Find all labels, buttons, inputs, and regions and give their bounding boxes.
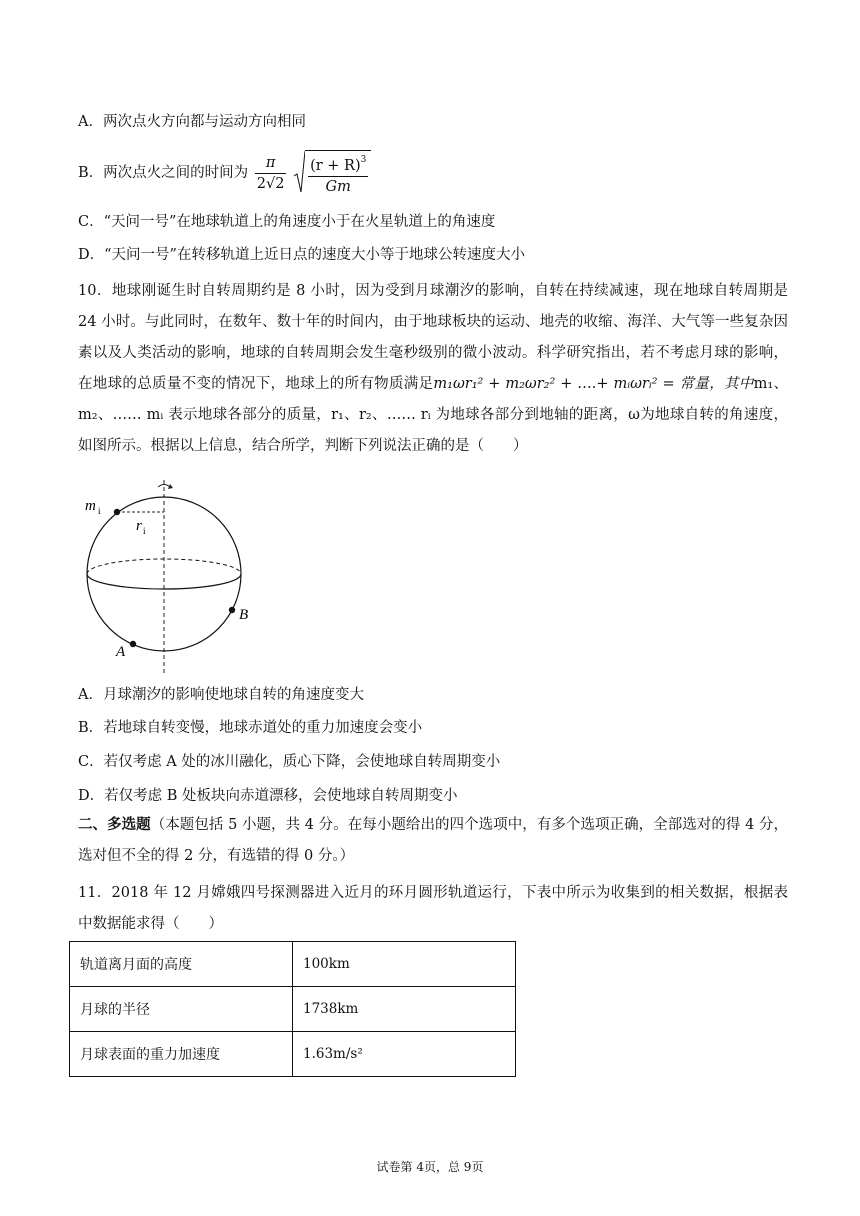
- q11-stem: 11．2018 年 12 月嫦娥四号探测器进入近月的环月圆形轨道运行，下表中所示为收集到的相关数据，根据表中数据能求得（ ）: [78, 885, 788, 932]
- point-a: [130, 641, 136, 647]
- q10-option-a: A．月球潮汐的影响使地球自转的角速度变大: [78, 687, 364, 703]
- q11-data-table: [69, 941, 516, 1077]
- table-cell-key: 轨道离月面的高度: [70, 942, 293, 987]
- label-r: r: [136, 518, 142, 534]
- table-cell-value: 1.63m/s²: [293, 1032, 516, 1077]
- q10-stem-part2: m₁、m₂、…… mᵢ 表示地球各部分的质量，r₁、r₂、…… rᵢ 为地球各部分到地轴的距离，ω为地球自转的角速度，如图所示。根据以上信息，结合所学，判断下列说法正确的是（ ）: [78, 376, 788, 454]
- point-b: [229, 607, 235, 613]
- q9-option-d: D．“天问一号”在转移轨道上近日点的速度大小等于地球公转速度大小: [78, 247, 525, 263]
- table-row: [70, 987, 516, 1032]
- q10-option-d: D．若仅考虑 B 处板块向赤道漂移，会使地球自转周期变小: [78, 788, 458, 804]
- fraction-numerator: π: [255, 153, 287, 174]
- q9-option-a: A．两次点火方向都与运动方向相同: [78, 114, 306, 130]
- q10-stem: [78, 276, 788, 462]
- table-row: [70, 942, 516, 987]
- label-a: A: [116, 644, 126, 660]
- earth-diagram: [72, 478, 272, 678]
- fraction-denominator: 2√2: [256, 175, 285, 192]
- page-footer: 试卷第 4页，总 9页: [376, 1160, 484, 1174]
- q9-option-c: C．“天问一号”在地球轨道上的角速度小于在火星轨道上的角速度: [78, 214, 496, 230]
- label-r-sub: i: [143, 526, 146, 536]
- sqrt-numerator: (r + R): [310, 157, 361, 174]
- table-cell-value: 1738km: [293, 987, 516, 1032]
- section-2-title: 二、多选题: [78, 816, 151, 833]
- rotation-arrow-icon: [158, 485, 170, 488]
- section-2-description: （本题包括 5 小题，共 4 分。在每小题给出的四个选项中，有多个选项正确，全部选对的得 4 分，选对但不全的得 2 分，有选错的得 0 分。）: [78, 817, 789, 864]
- point-mi: [114, 509, 120, 515]
- sqrt-denominator: Gm: [325, 178, 351, 195]
- q9-option-b-fraction: [255, 153, 287, 194]
- q9-option-b: [78, 148, 371, 198]
- radical-sign-icon: [293, 150, 305, 194]
- q10-formula: m₁ωr₁² + m₂ωr₂² + ….+ mᵢωrᵢ² = 常量，其中: [433, 376, 754, 392]
- table-cell-value: 100km: [293, 942, 516, 987]
- q10-stem-part1: 10．地球刚诞生时自转周期约是 8 小时，因为受到月球潮汐的影响，自转在持续减速，现在地球自转周期是 24 小时。与此同时，在数年、数十年的时间内，由于地球板块的运动、地壳的收缩、海洋、大气等一些复杂因素以及人类活动的影响，地球的自转周期会发生毫秒级别的微小波动。科学研究指出，若不考虑月球的影响，在地球的总质量不变的情况下，地球上的所有物质满足: [78, 283, 788, 392]
- table-cell-key: 月球的半径: [70, 987, 293, 1032]
- q10-option-c: C．若仅考虑 A 处的冰川融化，质心下降，会使地球自转周期变小: [78, 754, 501, 770]
- q9-option-b-prefix: B．两次点火之间的时间为: [78, 165, 249, 181]
- section-2-header: [78, 809, 788, 872]
- label-m-sub: i: [98, 506, 101, 516]
- sqrt-expression: [293, 150, 371, 196]
- table-row: [70, 1032, 516, 1077]
- sqrt-numerator-exponent: 3: [360, 155, 367, 166]
- label-m: m: [85, 498, 96, 514]
- table-cell-key: 月球表面的重力加速度: [70, 1032, 293, 1077]
- label-b: B: [239, 607, 249, 623]
- q10-option-b: B．若地球自转变慢，地球赤道处的重力加速度会变小: [78, 720, 423, 736]
